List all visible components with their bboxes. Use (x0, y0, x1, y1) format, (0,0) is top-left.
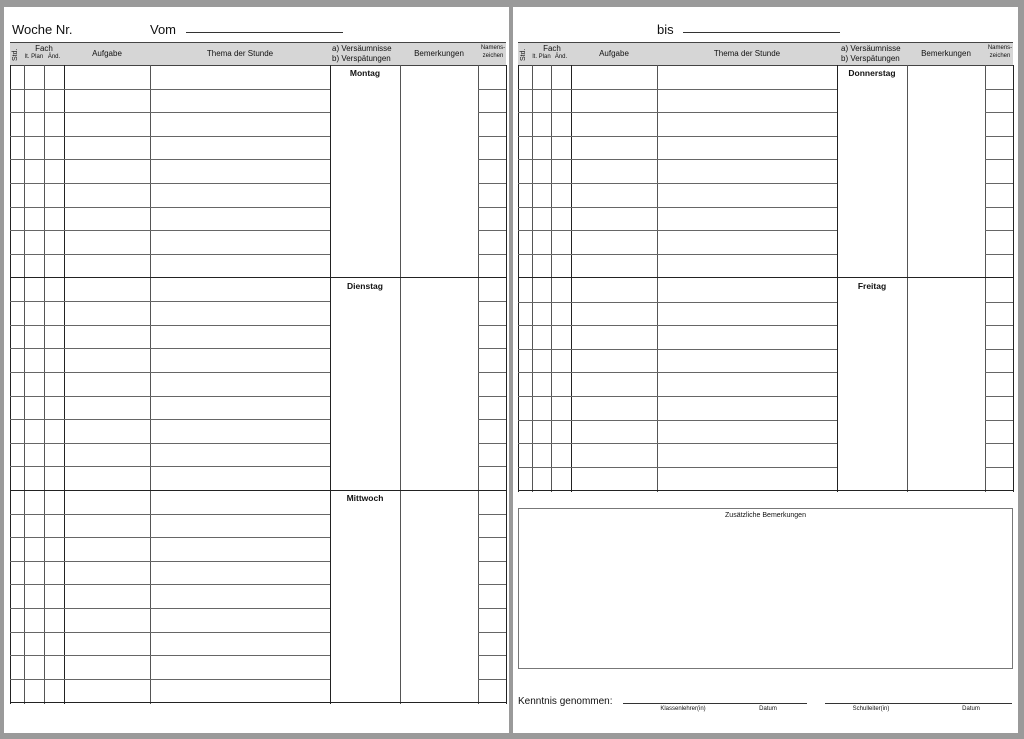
verspaetungen-header: b) Verspätungen (841, 54, 900, 63)
lesson-row-line (478, 514, 506, 515)
lesson-row-line (478, 679, 506, 680)
grid-column-line (907, 65, 908, 492)
lesson-row-line (985, 159, 1013, 160)
lesson-row-line (985, 467, 1013, 468)
lesson-row-line (478, 89, 506, 90)
lesson-row-line (518, 207, 837, 208)
lesson-row-line (10, 372, 330, 373)
lesson-row-line (478, 372, 506, 373)
day-label-thursday: Donnerstag (848, 68, 896, 78)
class-teacher-signature-line[interactable] (623, 703, 807, 704)
to-date-field[interactable] (683, 32, 840, 33)
lesson-row-line (478, 207, 506, 208)
lesson-row-line (478, 443, 506, 444)
lesson-row-line (10, 230, 330, 231)
class-teacher-label: Klassenlehrer(in) (660, 706, 706, 712)
lesson-row-line (478, 608, 506, 609)
lesson-row-line (10, 254, 330, 255)
lesson-row-line (478, 466, 506, 467)
date-label-1: Datum (759, 706, 777, 712)
grid-column-line (571, 65, 572, 492)
std-header: Std. (12, 48, 19, 61)
aend-header: Änd. (554, 54, 568, 60)
aufgabe-header: Aufgabe (92, 49, 122, 58)
lesson-row-line (985, 302, 1013, 303)
lesson-row-line (518, 302, 837, 303)
lesson-row-line (985, 207, 1013, 208)
lesson-row-line (985, 183, 1013, 184)
aufgabe-header: Aufgabe (599, 49, 629, 58)
lesson-row-line (10, 537, 330, 538)
lesson-row-line (985, 325, 1013, 326)
grid-column-line (551, 65, 552, 492)
day-label-friday: Freitag (857, 281, 887, 291)
lesson-row-line (478, 159, 506, 160)
lesson-row-line (985, 254, 1013, 255)
thema-header: Thema der Stunde (206, 49, 274, 58)
versaeumnisse-header: a) Versäumnisse (332, 44, 392, 53)
grid-column-line (657, 65, 658, 492)
lesson-row-line (478, 230, 506, 231)
principal-label: Schulleiter(in) (852, 706, 890, 712)
lesson-row-line (478, 632, 506, 633)
date-label-2: Datum (962, 706, 980, 712)
lt-plan-header: lt. Plan (24, 54, 44, 60)
lesson-row-line (985, 112, 1013, 113)
grid-column-line (518, 65, 519, 492)
lesson-row-line (10, 608, 330, 609)
grid-column-line (532, 65, 533, 492)
lesson-row-line (478, 301, 506, 302)
day-separator (518, 490, 1013, 491)
lesson-row-line (518, 443, 837, 444)
lesson-row-line (478, 396, 506, 397)
namenszeichen-header-1: Namens- (480, 45, 506, 51)
lesson-row-line (10, 514, 330, 515)
grid-column-line (330, 65, 331, 704)
day-separator (10, 277, 506, 278)
lesson-row-line (518, 325, 837, 326)
lesson-row-line (518, 254, 837, 255)
grid-column-line (985, 65, 986, 492)
week-label: Woche Nr. (12, 22, 73, 37)
lesson-row-line (478, 112, 506, 113)
lesson-row-line (478, 561, 506, 562)
lesson-row-line (10, 301, 330, 302)
lesson-row-line (10, 679, 330, 680)
lesson-row-line (10, 584, 330, 585)
aend-header: Änd. (47, 54, 61, 60)
namenszeichen-header-2: zeichen (482, 53, 504, 59)
lesson-row-line (985, 372, 1013, 373)
lesson-row-line (478, 655, 506, 656)
lesson-row-line (10, 419, 330, 420)
grid-column-line (1013, 65, 1014, 492)
day-separator (10, 702, 506, 703)
lesson-row-line (518, 183, 837, 184)
lesson-row-line (518, 349, 837, 350)
bemerkungen-header: Bemerkungen (921, 49, 971, 58)
right-page (513, 7, 1018, 733)
lesson-row-line (985, 230, 1013, 231)
lesson-row-line (518, 230, 837, 231)
lesson-row-line (478, 348, 506, 349)
grid-column-line (837, 65, 838, 492)
lesson-row-line (985, 396, 1013, 397)
thema-header: Thema der Stunde (713, 49, 781, 58)
lesson-row-line (10, 207, 330, 208)
std-header: Std. (520, 48, 527, 61)
lesson-row-line (10, 112, 330, 113)
bemerkungen-header: Bemerkungen (414, 49, 464, 58)
lesson-row-line (518, 112, 837, 113)
from-label: Vom (150, 22, 177, 37)
lesson-row-line (10, 655, 330, 656)
lesson-row-line (518, 420, 837, 421)
day-label-monday: Montag (349, 68, 381, 78)
lesson-row-line (478, 325, 506, 326)
lesson-row-line (518, 159, 837, 160)
lesson-row-line (10, 561, 330, 562)
lesson-row-line (478, 254, 506, 255)
lesson-row-line (10, 89, 330, 90)
grid-column-line (400, 65, 401, 704)
verspaetungen-header: b) Verspätungen (332, 54, 391, 63)
lesson-row-line (518, 136, 837, 137)
lesson-row-line (10, 632, 330, 633)
lesson-row-line (985, 89, 1013, 90)
lesson-row-line (10, 396, 330, 397)
day-separator (10, 490, 506, 491)
lesson-row-line (478, 537, 506, 538)
from-date-field[interactable] (186, 32, 343, 33)
day-label-tuesday: Dienstag (347, 281, 383, 291)
lesson-row-line (985, 349, 1013, 350)
principal-signature-line[interactable] (825, 703, 1012, 704)
additional-remarks-title-wrap (518, 504, 1013, 519)
lesson-row-line (518, 467, 837, 468)
acknowledged-label: Kenntnis genommen: (518, 696, 613, 707)
namenszeichen-header-2: zeichen (989, 53, 1011, 59)
lesson-row-line (10, 183, 330, 184)
versaeumnisse-header: a) Versäumnisse (841, 44, 901, 53)
lt-plan-header: lt. Plan (532, 54, 551, 60)
lesson-row-line (478, 419, 506, 420)
day-separator (518, 277, 1013, 278)
day-label-wednesday: Mittwoch (346, 493, 384, 503)
lesson-row-line (10, 348, 330, 349)
additional-remarks-title: Zusätzliche Bemerkungen (722, 512, 809, 519)
lesson-row-line (478, 183, 506, 184)
lesson-row-line (10, 466, 330, 467)
lesson-row-line (985, 420, 1013, 421)
lesson-row-line (518, 372, 837, 373)
lesson-row-line (518, 396, 837, 397)
to-label: bis (657, 22, 674, 37)
lesson-row-line (478, 584, 506, 585)
namenszeichen-header-1: Namens- (987, 45, 1013, 51)
left-page (4, 7, 509, 733)
lesson-row-line (10, 159, 330, 160)
fach-header: Fach (35, 44, 53, 53)
lesson-row-line (10, 136, 330, 137)
lesson-row-line (985, 443, 1013, 444)
lesson-row-line (518, 89, 837, 90)
lesson-row-line (10, 443, 330, 444)
fach-header: Fach (543, 44, 561, 53)
grid-column-line (506, 65, 507, 704)
lesson-row-line (10, 325, 330, 326)
lesson-row-line (478, 136, 506, 137)
lesson-row-line (985, 136, 1013, 137)
additional-remarks-box[interactable] (518, 508, 1013, 669)
